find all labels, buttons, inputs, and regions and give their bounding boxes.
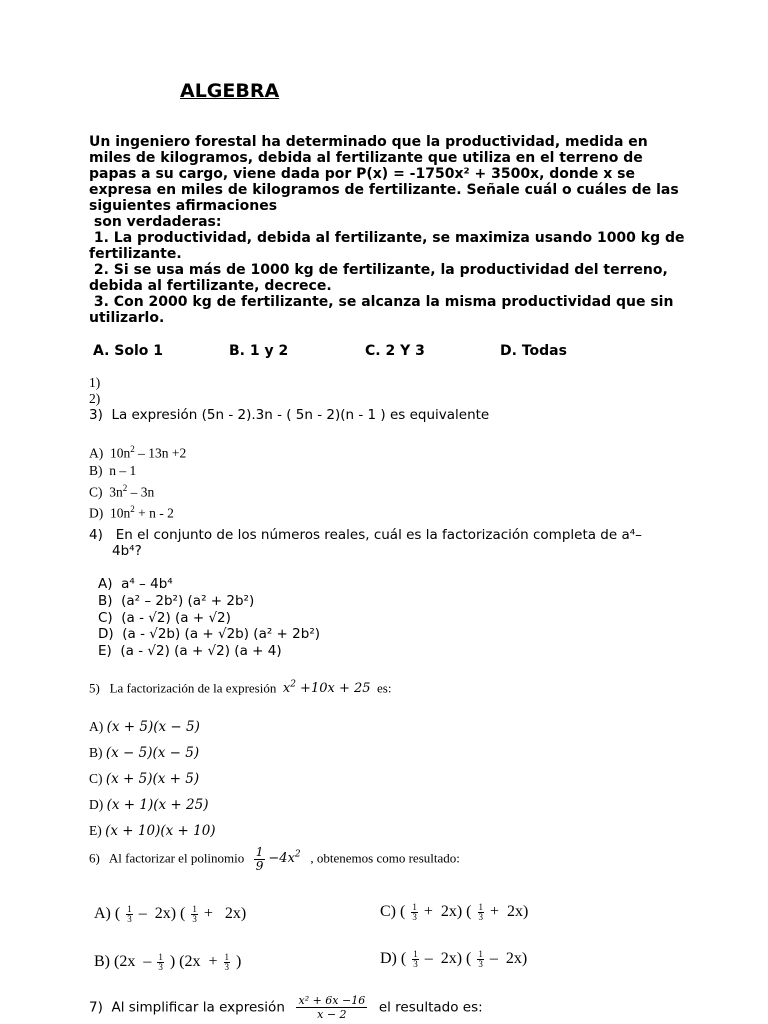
question-6-expression: $-4x^2$ xyxy=(268,850,301,867)
intro-option-d: D. Todas xyxy=(500,343,567,359)
problem-line: 1. La productividad, debida al fertilizante, se maximiza usando 1000 kg de xyxy=(89,230,685,246)
problem-line: fertilizante. xyxy=(89,246,182,262)
q6-option-a: A) ( $\frac{1}{3}$ – 2x) ( $\frac{1}{3}$ + 2x) xyxy=(94,904,247,924)
question-6 xyxy=(89,846,460,873)
q5-option-d: D) (x + 1)(x + 25) xyxy=(89,797,209,813)
q6-option-c: C) ( $\frac{1}{3}$ + 2x) ( $\frac{1}{3}$ + 2x) xyxy=(380,902,529,922)
question-6-text: Al factorizar el polinomio xyxy=(108,850,245,866)
question-6-fraction: $\frac{1}{9}$ xyxy=(255,845,264,873)
problem-line: son verdaderas: xyxy=(89,214,222,230)
question-7-suffix: el resultado es: xyxy=(378,999,483,1016)
problem-line: 3. Con 2000 kg de fertilizante, se alcanza la misma productividad que sin xyxy=(89,294,674,310)
q5-option-e: E) (x + 10)(x + 10) xyxy=(89,823,216,839)
question-4-text: En el conjunto de los números reales, cuál es la factorización completa de a⁴– xyxy=(115,527,642,543)
question-3 xyxy=(89,407,489,423)
problem-line: expresa en miles de kilogramos de fertilizante. Señale cuál o cuáles de las xyxy=(89,182,679,198)
question-6-suffix: , obtenemos como resultado: xyxy=(310,850,460,866)
q5-option-c: C) (x + 5)(x + 5) xyxy=(89,771,200,787)
problem-line: debida al fertilizante, decrece. xyxy=(89,278,332,294)
question-1-label: 1) xyxy=(89,375,101,390)
page-title: ALGEBRA xyxy=(180,80,280,102)
question-7-label: 7) xyxy=(89,999,103,1016)
problem-line: papas a su cargo, viene dada por P(x) = -1750x² + 3500x, donde x se xyxy=(89,166,636,182)
problem-line: utilizarlo. xyxy=(89,310,165,326)
question-7 xyxy=(89,994,483,1021)
q4-option-b: B) (a² – 2b²) (a² + 2b²) xyxy=(98,592,255,609)
q3-option-c: C) $3n^2 - 3n$ xyxy=(89,482,155,499)
q6-option-b: B) (2x – $\frac{1}{3}$ ) (2x + $\frac{1}{3}$ ) xyxy=(94,952,242,972)
question-5-suffix: es: xyxy=(377,680,392,696)
question-7-fraction: $\frac{\text{x² + 6x −16}}{x - 2}$ xyxy=(298,994,366,1021)
intro-option-a: A. Solo 1 xyxy=(93,343,164,359)
question-2-label: 2) xyxy=(89,391,101,406)
question-7-text: Al simplificar la expresión xyxy=(111,999,285,1016)
question-4-label: 4) xyxy=(89,527,103,543)
q3-option-a: A) $10n^2 - 13n +2$ xyxy=(89,444,187,461)
q4-option-d: D) (a - √2b) (a + √2b) (a² + 2b²) xyxy=(98,626,320,643)
intro-option-c: C. 2 Y 3 xyxy=(365,343,425,359)
q4-option-c: C) (a - √2) (a + √2) xyxy=(98,609,231,626)
question-6-label: 6) xyxy=(89,850,100,866)
question-4-options xyxy=(98,576,320,660)
q4-option-e: E) (a - √2) (a + √2) (a + 4) xyxy=(98,643,282,660)
question-5-options xyxy=(89,714,216,844)
question-5-expression: $x^2 +10x + 25$ xyxy=(282,680,371,697)
question-5 xyxy=(89,680,391,696)
question-4-text-cont: 4b⁴? xyxy=(112,543,142,559)
problem-line: 2. Si se usa más de 1000 kg de fertilizante, la productividad del terreno, xyxy=(89,262,668,278)
question-4 xyxy=(89,527,642,559)
problem-line: siguientes afirmaciones xyxy=(89,198,278,214)
question-3-options xyxy=(89,441,186,522)
q3-option-b: B) n – 1 xyxy=(89,463,137,478)
problem-line: Un ingeniero forestal ha determinado que la productividad, medida en xyxy=(89,134,648,150)
q3-option-d: D) $10n^2 + n - 2$ xyxy=(89,503,174,520)
q5-option-b: B) (x − 5)(x − 5) xyxy=(89,745,200,761)
question-3-text: La expresión (5n - 2).3n - ( 5n - 2)(n - 1 ) es equivalente xyxy=(111,407,490,423)
problem-line: miles de kilogramos, debida al fertilizante que utiliza en el terreno de xyxy=(89,150,643,166)
question-5-label: 5) xyxy=(89,680,100,696)
q6-option-d: D) ( $\frac{1}{3}$ – 2x) ( $\frac{1}{3}$ – 2x) xyxy=(380,949,528,969)
question-3-label: 3) xyxy=(89,407,103,423)
q5-option-a: A) (x + 5)(x − 5) xyxy=(89,719,200,735)
intro-option-b: B. 1 y 2 xyxy=(229,343,289,359)
problem-statement xyxy=(89,134,685,326)
question-5-text: La factorización de la expresión xyxy=(109,680,277,696)
q4-option-a: A) a⁴ – 4b⁴ xyxy=(98,576,173,592)
